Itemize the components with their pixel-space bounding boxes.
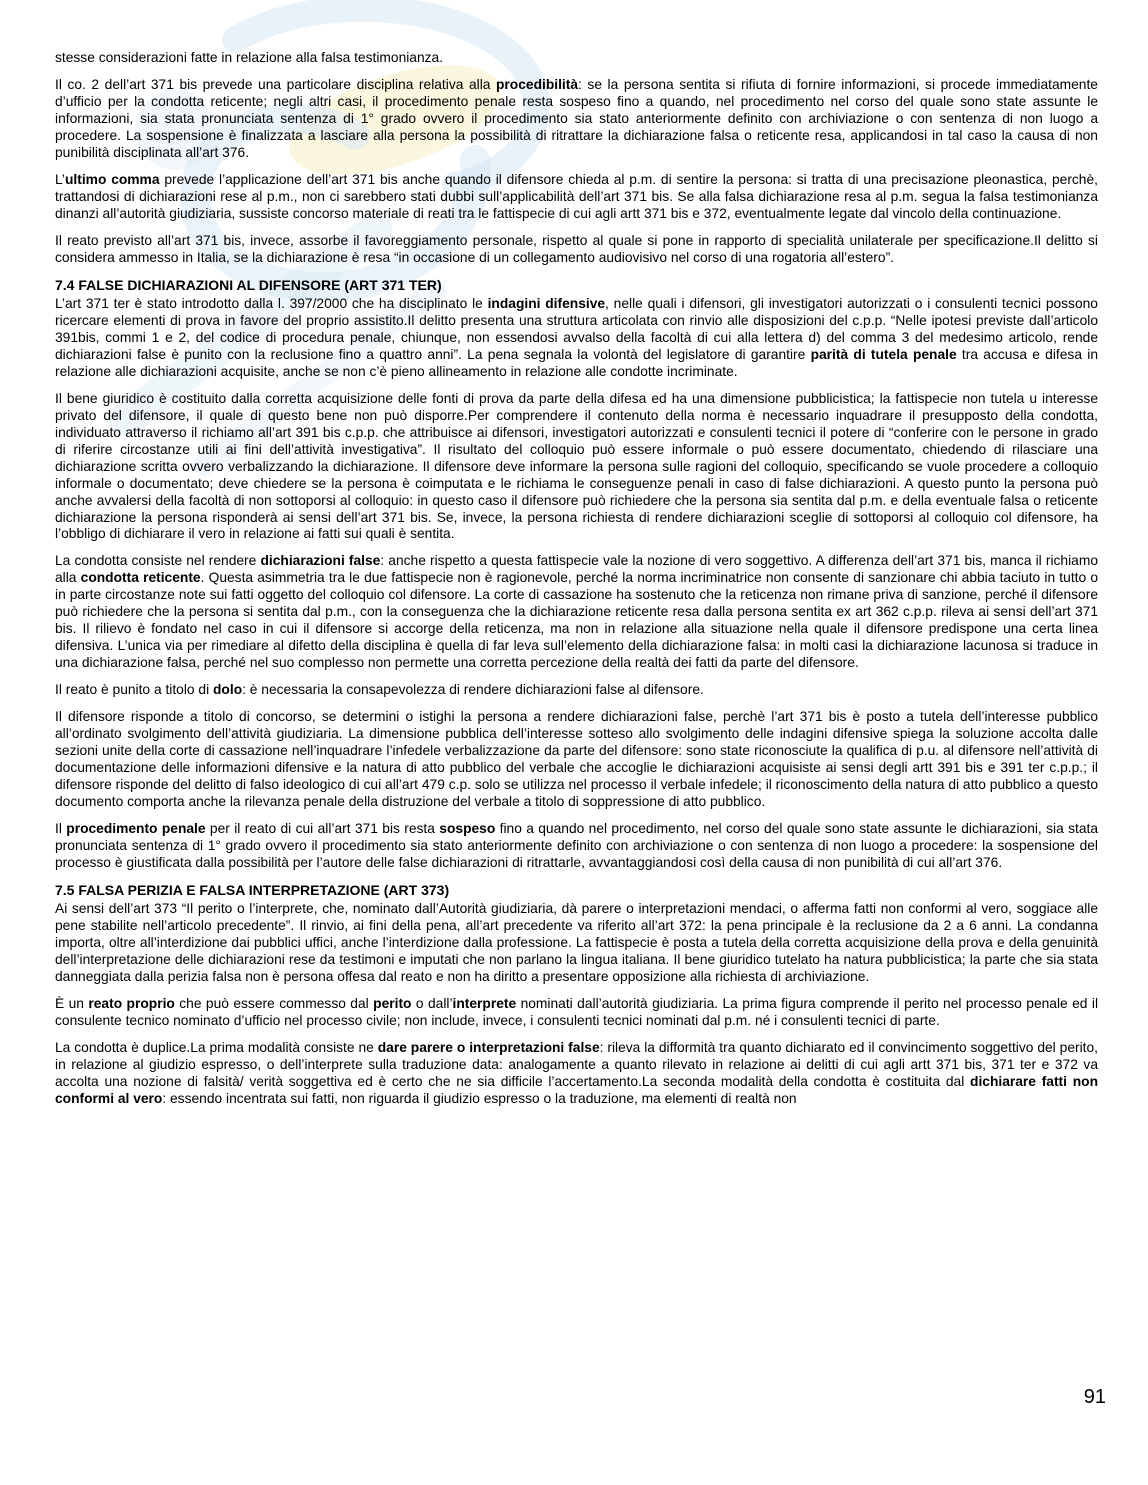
- emphasized-term: dare parere o interpretazioni false: [377, 1039, 600, 1055]
- paragraph: [55, 233, 1098, 267]
- paragraph: [55, 709, 1098, 811]
- emphasized-term: dichiarare fatti non conformi al vero: [55, 1073, 1098, 1106]
- text-run: L’: [55, 171, 65, 187]
- text-run: : anche rispetto a questa fattispecie vale la nozione di vero soggettivo. A differenza dell’art 371 bis, manca il richiamo alla: [55, 553, 1098, 586]
- text-run: per il reato di cui all’art 371 bis resta: [205, 821, 440, 836]
- text-run: È un: [55, 995, 89, 1011]
- paragraph: [55, 553, 1098, 672]
- text-run: L’art 371 ter è stato introdotto dalla l. 397/2000 che ha disciplinato le: [55, 295, 488, 311]
- text-run: , nelle quali i difensori, gli investigatori autorizzati o i consulenti tecnici possono ricercare elementi di prova in favore del proprio assistito.Il delitto presenta una struttura articolata con rinvio alle disposizioni del c.p.p. “Nelle ipotesi previste dall’articolo 391bis, commi 1 e 2, del codice di procedura penale, chiunque, non essendosi avvalso della facoltà di cui alla lettera d) del comma 3 del medesimo articolo, rende dichiarazioni false è punito con la reclusione fino a quattro anni”. La pena segnala la volontà del legislatore di garantire: [55, 295, 1098, 362]
- text-run: La condotta consiste nel rendere: [55, 553, 261, 569]
- text-run: : è necessaria la consapevolezza di rendere dichiarazioni false al difensore.: [242, 682, 704, 698]
- text-run: nominati dall’autorità giudiziaria. La prima figura comprende il perito nel processo penale ed il consulente tecnico nominato d’ufficio nel processo civile; non include, invece, i consulenti tecnici nominati dal p.m. né i consulenti tecnici di parte.: [55, 995, 1099, 1028]
- paragraph: [55, 50, 1098, 67]
- text-run: : rileva la difformità tra quanto dichiarato ed il convincimento soggettivo del perito, in relazione al giudizio espresso, o dell’interprete sulla traduzione data: analogamente a quanto rilevato in relazione ai delitti di cui agli artt 371 bis, 371 ter e 372 va accolta una nozione di falsità/ verità soggettiva ed è certo che ne sia difficile l’accertamento.La seconda modalità della condotta è costituita dal: [55, 1039, 1098, 1089]
- text-run: Ai sensi dell’art 373 “Il perito o l’interprete, che, nominato dall’Autorità giudiziaria, dà parere o interpretazioni mendaci, o afferma fatti non conformi al vero, soggiace alle pene stabilite nell’articolo precedente”. Il rinvio, ai fini della pena, all’art precedente va riferito all’art 372: la pena principale è la reclusione da 2 a 6 anni. La condanna importa, oltre all’interdizione dai pubblici uffici, anche l’interdizione dalla professione. La fattispecie è posta a tutela della corretta acquisizione della prova e della genuinità dell’interpretazione delle dichiarazioni rese da testimoni e imputati che non parlano la lingua italiana. Il bene giuridico tutelato ha natura pubblicistica; la parte che sia stata danneggiata dalla perizia falsa non è persona offesa dal reato e non ha diritto a presentare opposizione alla richiesta di archiviazione.: [55, 901, 1098, 984]
- text-run: Il difensore risponde a titolo di concorso, se determini o istighi la persona a rendere dichiarazioni false, perchè l’art 371 bis è posto a tutela dell’interesse pubblico all’ordinato svolgimento dell’attività giudiziaria. La dimensione pubblica dell’interesse sotteso allo svolgimento delle indagini difensive spiega la soluzione accolta dalle sezioni unite della corte di cassazione nell’inquadrare l’infedele verbalizzazione da parte del difensore: sono state riconosciute la qualifica di p.u. al difensore nell’attività di documentazione delle informazioni difensive e la natura di atto pubblico del verbale che accoglie le dichiarazioni acquisiste ai sensi degli artt 391 bis e 391 ter c.p.p.; il difensore risponde del delitto di falso ideologico di cui all’art 479 c.p. solo se utilizza nel processo il verbale infedele; il riconoscimento della natura di atto pubblico a questo documento comporta anche la rilevanza penale della distruzione del verbale a titolo di soppressione di atto pubblico.: [55, 709, 1098, 810]
- text-run: Il bene giuridico è costituito dalla corretta acquisizione delle fonti di prova da parte della difesa ed ha una dimensione pubblicistica; la fattispecie non tutela u interesse privato del difensore, il quale di questo bene non può disporre.Per comprendere il contenuto della norma è necessario inquadrare il presupposto della condotta, individuato attraverso il richiamo all’art 391 bis c.p.p. che attribuisce ai difensori, investigatori autorizzati e consulenti tecnici il potere di “conferire con le persone in grado di riferire circostanze utili ai fini dell’attività investigativa”. Il risultato del colloquio può essere informale o può essere documentato, chiedendo di rilasciare una dichiarazione scritta ovvero verbalizzando la dichiarazione. Il difensore deve informare la persona sulle ragioni del colloquio, specificando se vuole procedere a colloquio informale o documentato; deve chiedere se la persona è coimputata e le richiama le conseguenze penali in caso di false dichiarazioni. A questo punto la persona può anche avvalersi della facoltà di non sottoporsi al colloquio: in questo caso il difensore può richiedere che la persona sia sentita dal p.m. e della eventuale falsa o reticente dichiarazione la persona risponderà ai sensi dell’art 371 bis. Se, invece, la persona richiesta di rendere dichiarazioni sceglie di sottoporsi al colloquio col difensore, ha l’obbligo di dichiarare il vero in relazione ai fatti sui quali è sentita.: [55, 390, 1098, 542]
- emphasized-term: indagini difensive: [487, 295, 606, 311]
- text-run: fino a quando nel procedimento, nel corso del quale sono state assunte le dichiarazioni, sia stata pronunciata sentenza di 1° grado ovvero il procedimento sia stato anteriormente definito con archiviazione o con sentenza di non luogo a procedere: la sospensione del processo è giustificata dalla possibilità per l’autore delle false dichiarazioni di ritrattarle, avvantaggiandosi così della causa di non punibilità di cui all’art 376.: [55, 821, 1099, 870]
- emphasized-term: dolo: [213, 682, 243, 698]
- emphasized-term: parità di tutela penale: [810, 346, 957, 362]
- paragraph: [55, 172, 1098, 223]
- paragraph: [55, 296, 1098, 381]
- text-run: Il reato è punito a titolo di: [55, 682, 213, 698]
- text-run: stesse considerazioni fatte in relazione alla falsa testimonianza.: [55, 50, 444, 65]
- paragraph: [55, 391, 1098, 544]
- emphasized-term: ultimo comma: [64, 171, 160, 187]
- paragraph: [55, 682, 1098, 699]
- text-run: Il: [55, 821, 67, 836]
- emphasized-term: perito: [373, 995, 412, 1011]
- text-run: Il co. 2 dell’art 371 bis prevede una particolare disciplina relativa alla: [55, 76, 496, 92]
- text-run: 7.4 FALSE DICHIARAZIONI AL DIFENSORE (ART 371 TER): [55, 276, 442, 293]
- emphasized-term: procedimento penale: [66, 821, 206, 836]
- section-heading: [55, 277, 1098, 294]
- paragraph: [55, 1040, 1098, 1108]
- paragraph: [55, 77, 1098, 162]
- text-run: Il reato previsto all’art 371 bis, invece, assorbe il favoreggiamento personale, rispetto al quale si pone in rapporto di specialità unilaterale per specificazione.Il delitto si considera ammesso in Italia, se la dichiarazione è resa “in occasione di un collegamento audiovisivo nel corso di una rogatoria all’estero”.: [55, 232, 1098, 265]
- emphasized-term: reato proprio: [88, 995, 175, 1011]
- paragraph: [55, 996, 1098, 1030]
- emphasized-term: interprete: [452, 995, 517, 1011]
- text-run: 7.5 FALSA PERIZIA E FALSA INTERPRETAZIONE (ART 373): [55, 881, 450, 898]
- text-run: tra accusa e difesa in relazione alle dichiarazioni acquisite, anche se non c’è pieno allineamento in relazione alle condotte incriminate.: [55, 346, 1098, 379]
- emphasized-term: procedibilità: [496, 76, 579, 92]
- text-run: . Questa asimmetria tra le due fattispecie non è ragionevole, perché la norma incriminatrice non consente di sanzionare chi abbia taciuto in tutto o in parte circostanze note sui fatti oggetto del colloquio col difensore. La corte di cassazione ha sostenuto che la reticenza non rimane priva di sanzione, perché il difensore può richiedere che la persona si sentita dal p.m., con la conseguenza che la dichiarazione reticente resa dalla persona sentita ex art 362 c.p.p. rileva ai sensi dell’art 371 bis. Il rilievo è fondato nel caso in cui il difensore si accorge della reticenza, ma non in relazione alla situazione nella quale il difensore predispone una certa linea difensiva. L’unica via per rimediare al difetto della disciplina è quella di far leva sull’elemento della dichiarazione falsa: in molti casi la dichiarazione lacunosa si traduce in una dichiarazione falsa, perché nel suo complesso non permette una corretta percezione della realtà dei fatti da parte del difensore.: [55, 570, 1099, 671]
- page-number: 91: [1083, 1386, 1106, 1408]
- text-run: prevede l’applicazione dell’art 371 bis anche quando il difensore chieda al p.m. di sentire la persona: si tratta di una precisazione pleonastica, perchè, trattandosi di dichiarazioni rese al p.m., non ci sarebbero stati dubbi sull’applicabilità dell’art 371 bis. Se alla falsa dichiarazione resa al p.m. segua la falsa testimonianza dinanzi all’autorità giudiziaria, sussiste concorso materiale di reati tra le fattispecie di cui agli artt 371 bis e 372, eventualmente legate dal vincolo della continuazione.: [55, 171, 1098, 221]
- text-run: La condotta è duplice.La prima modalità consiste ne: [55, 1039, 378, 1055]
- emphasized-term: dichiarazioni false: [260, 553, 381, 569]
- text-run: : se la persona sentita si rifiuta di fornire informazioni, si procede immediatamente d’ufficio per la condotta reticente; negli altri casi, il procedimento penale resta sospeso fino a quando, nel procedimento nel corso del quale sono state assunte le informazioni, sia stata pronunciata sentenza di 1° grado ovvero il procedimento sia stato anteriormente definito con archiviazione o con sentenza di non luogo a procedere. La sospensione è finalizzata a lasciare alla persona la possibilità di ritrattare la dichiarazione falsa o reticente resa, applicandosi in tal caso la causa di non punibilità disciplinata all’art 376.: [55, 76, 1098, 160]
- text-run: : essendo incentrata sui fatti, non riguarda il giudizio espresso o la traduzione, ma elementi di realtà non: [162, 1090, 797, 1106]
- text-run: che può essere commesso dal: [174, 995, 374, 1011]
- paragraph: [55, 821, 1098, 872]
- paragraph: [55, 901, 1098, 986]
- text-run: o dall’: [411, 995, 453, 1011]
- section-heading: [55, 882, 1098, 899]
- emphasized-term: condotta reticente: [80, 570, 201, 586]
- emphasized-term: sospeso: [439, 821, 496, 836]
